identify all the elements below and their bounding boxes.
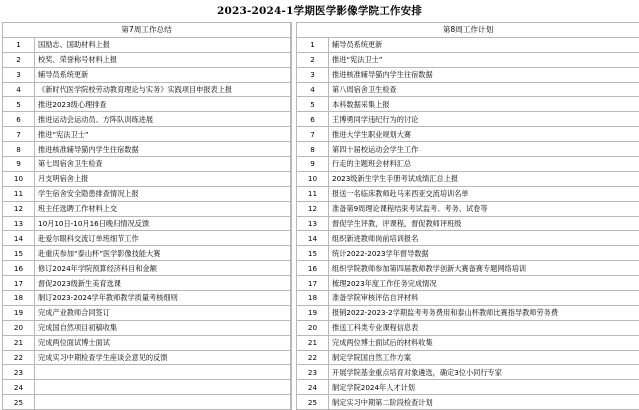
table-row (3, 395, 291, 410)
row-number: 2 (3, 52, 35, 67)
row-number: 20 (3, 320, 35, 335)
table-row (3, 291, 291, 306)
row-number: 24 (3, 380, 35, 395)
table-row (3, 97, 291, 112)
row-item-text: 完成两位博士面试后的材料收集 (329, 335, 639, 350)
row-item-text: 完成两位面试博士面试 (35, 335, 291, 350)
row-item-text: 梳理2023年度工作任务完成情况 (329, 276, 639, 291)
row-item-text: 辅导员系统更新 (329, 37, 639, 52)
table-row (297, 276, 639, 291)
row-number: 15 (3, 246, 35, 261)
table-row (3, 305, 291, 320)
row-item-text: 赴爱尔眼科交流订单班细节工作 (35, 231, 291, 246)
row-item-text: 制定学院2024年人才计划 (329, 380, 639, 395)
row-number: 4 (3, 82, 35, 97)
table-row (297, 305, 639, 320)
row-number: 17 (3, 276, 35, 291)
row-item-text: 制定实习中期第二阶段检查计划 (329, 395, 639, 410)
table-row (297, 82, 639, 97)
table-row (297, 291, 639, 306)
week7-summary-header: 第7周工作总结 (3, 23, 291, 38)
row-number: 19 (297, 305, 329, 320)
table-row (3, 186, 291, 201)
row-item-text: 推进大学生职业规划大赛 (329, 127, 639, 142)
row-number: 23 (3, 365, 35, 380)
table-row (297, 157, 639, 172)
row-item-text: 推进2023级心理排查 (35, 97, 291, 112)
row-number: 6 (3, 112, 35, 127)
table-row (297, 112, 639, 127)
row-item-text: 行走的主题班会材料汇总 (329, 157, 639, 172)
row-item-text: 推送工科类专业课程信息表 (329, 320, 639, 335)
row-item-text: 第七周宿舍卫生检查 (35, 157, 291, 172)
row-item-text: 组织新进教师岗前培训报名 (329, 231, 639, 246)
row-number: 19 (3, 305, 35, 320)
row-number: 5 (297, 97, 329, 112)
row-item-text: 第八周宿舍卫生检查 (329, 82, 639, 97)
row-number: 11 (3, 186, 35, 201)
row-number: 8 (297, 142, 329, 157)
row-item-text: 统计2022-2023学年督导数据 (329, 246, 639, 261)
table-row (297, 201, 639, 216)
table-row (3, 201, 291, 216)
table-row (297, 246, 639, 261)
row-item-text: 国励志、国助材料上报 (35, 37, 291, 52)
table-row (3, 231, 291, 246)
row-item-text: 组织学院教师参加第四届教师教学创新大赛备赛专题网络培训 (329, 261, 639, 276)
row-number: 13 (297, 216, 329, 231)
row-item-text: 制定学院国自然工作方案 (329, 350, 639, 365)
row-item-text: 推进运动会运动员、方阵队训练进展 (35, 112, 291, 127)
row-item-text: 督促学生评教，评课程，督促教师评班级 (329, 216, 639, 231)
row-item-text: 辅导员系统更新 (35, 67, 291, 82)
table-row (3, 246, 291, 261)
table-row (3, 127, 291, 142)
row-number: 10 (297, 171, 329, 186)
table-row (297, 52, 639, 67)
table-row (3, 82, 291, 97)
table-row (297, 335, 639, 350)
row-number: 15 (297, 246, 329, 261)
table-row (3, 112, 291, 127)
row-item-text: 完成国自然项目初稿收集 (35, 320, 291, 335)
row-number: 20 (297, 320, 329, 335)
row-item-text (35, 395, 291, 410)
row-number: 21 (3, 335, 35, 350)
table-row (297, 37, 639, 52)
row-number: 18 (3, 291, 35, 306)
row-number: 21 (297, 335, 329, 350)
row-item-text: 推进核准辅导猫内学生住宿数据 (329, 67, 639, 82)
row-item-text: 本科数据采集上报 (329, 97, 639, 112)
table-row (297, 380, 639, 395)
row-number: 24 (297, 380, 329, 395)
row-number: 25 (3, 395, 35, 410)
document-title: 2023-2024-1学期医学影像学院工作安排 (0, 0, 639, 22)
row-item-text: 报销2022-2023-2学期监考考务费用和泰山杯教师比赛指导教师劳务费 (329, 305, 639, 320)
row-item-text: 修订2024年学院预算经济科目和金额 (35, 261, 291, 276)
row-number: 9 (3, 157, 35, 172)
table-row (297, 67, 639, 82)
table-row (3, 276, 291, 291)
row-number: 10 (3, 171, 35, 186)
row-number: 11 (297, 186, 329, 201)
table-row (3, 171, 291, 186)
row-number: 16 (3, 261, 35, 276)
table-row (297, 142, 639, 157)
row-number: 18 (297, 291, 329, 306)
table-row (3, 261, 291, 276)
table-row (297, 231, 639, 246)
week8-plan-header: 第8周工作计划 (297, 23, 639, 38)
row-number: 7 (3, 127, 35, 142)
row-item-text: 制订2023-2024学年教师教学质量考核细则 (35, 291, 291, 306)
row-number: 16 (297, 261, 329, 276)
row-item-text: 推进“宪法卫士” (329, 52, 639, 67)
table-row (297, 97, 639, 112)
table-row (3, 216, 291, 231)
row-number: 22 (3, 350, 35, 365)
table-row (3, 320, 291, 335)
table-row (297, 365, 639, 380)
table-header-row (297, 23, 639, 38)
row-item-text: 完成实习中期检查学生座谈会意见的反馈 (35, 350, 291, 365)
week7-summary-table (2, 22, 291, 410)
row-item-text: 月支明宿舍上报 (35, 171, 291, 186)
row-item-text: 准备学院审核评估自评材料 (329, 291, 639, 306)
table-row (297, 261, 639, 276)
row-item-text: 10月10日-10月16日晚归情况反馈 (35, 216, 291, 231)
row-number: 4 (297, 82, 329, 97)
row-number: 5 (3, 97, 35, 112)
table-row (3, 157, 291, 172)
row-item-text: 推进核准辅导猫内学生住宿数据 (35, 142, 291, 157)
row-item-text: 第四十届校运动会学生工作 (329, 142, 639, 157)
row-item-text: 2023级新生学生手册考试成绩汇总上报 (329, 171, 639, 186)
row-item-text: 开展学院基金重点培育对象遴选，确定3位小同行专家 (329, 365, 639, 380)
row-item-text: 完成产业教师合同签订 (35, 305, 291, 320)
table-row (3, 335, 291, 350)
table-row (297, 127, 639, 142)
row-item-text: 学生宿舍安全隐患排查情况上报 (35, 186, 291, 201)
row-number: 3 (297, 67, 329, 82)
row-number: 1 (297, 37, 329, 52)
schedule-grid (0, 22, 639, 410)
row-number: 1 (3, 37, 35, 52)
row-item-text: 《新时代医学院校劳动教育理论与实务》实践项目申报表上报 (35, 82, 291, 97)
row-item-text: 班主任选聘工作材料上交 (35, 201, 291, 216)
row-item-text: 王博勇同学违纪行为的讨论 (329, 112, 639, 127)
row-number: 22 (297, 350, 329, 365)
row-number: 23 (297, 365, 329, 380)
table-row (297, 186, 639, 201)
week8-plan-table (296, 22, 639, 410)
table-row (297, 350, 639, 365)
row-item-text: 报送一名临床教师赴马来西亚交流培训名单 (329, 186, 639, 201)
row-number: 12 (297, 201, 329, 216)
row-number: 12 (3, 201, 35, 216)
table-row (297, 395, 639, 410)
row-number: 14 (297, 231, 329, 246)
table-row (297, 171, 639, 186)
row-number: 7 (297, 127, 329, 142)
table-row (297, 320, 639, 335)
table-row (3, 37, 291, 52)
row-item-text: 督促2023级新生美育选课 (35, 276, 291, 291)
table-row (3, 380, 291, 395)
table-header-row (3, 23, 291, 38)
table-row (3, 142, 291, 157)
row-number: 25 (297, 395, 329, 410)
row-number: 2 (297, 52, 329, 67)
row-item-text: 校奖、荣誉称号材料上报 (35, 52, 291, 67)
table-row (297, 216, 639, 231)
table-row (3, 52, 291, 67)
row-item-text: 准备第9周理论课程结束考试监考、考务、试卷等 (329, 201, 639, 216)
row-item-text (35, 365, 291, 380)
row-item-text: 推进“宪法卫士” (35, 127, 291, 142)
table-row (3, 67, 291, 82)
row-number: 3 (3, 67, 35, 82)
row-number: 17 (297, 276, 329, 291)
row-item-text (35, 380, 291, 395)
row-number: 8 (3, 142, 35, 157)
row-item-text: 赴重庆参加“泰山杯”医学影像技能大赛 (35, 246, 291, 261)
row-number: 14 (3, 231, 35, 246)
row-number: 13 (3, 216, 35, 231)
table-row (3, 350, 291, 365)
row-number: 6 (297, 112, 329, 127)
table-row (3, 365, 291, 380)
row-number: 9 (297, 157, 329, 172)
